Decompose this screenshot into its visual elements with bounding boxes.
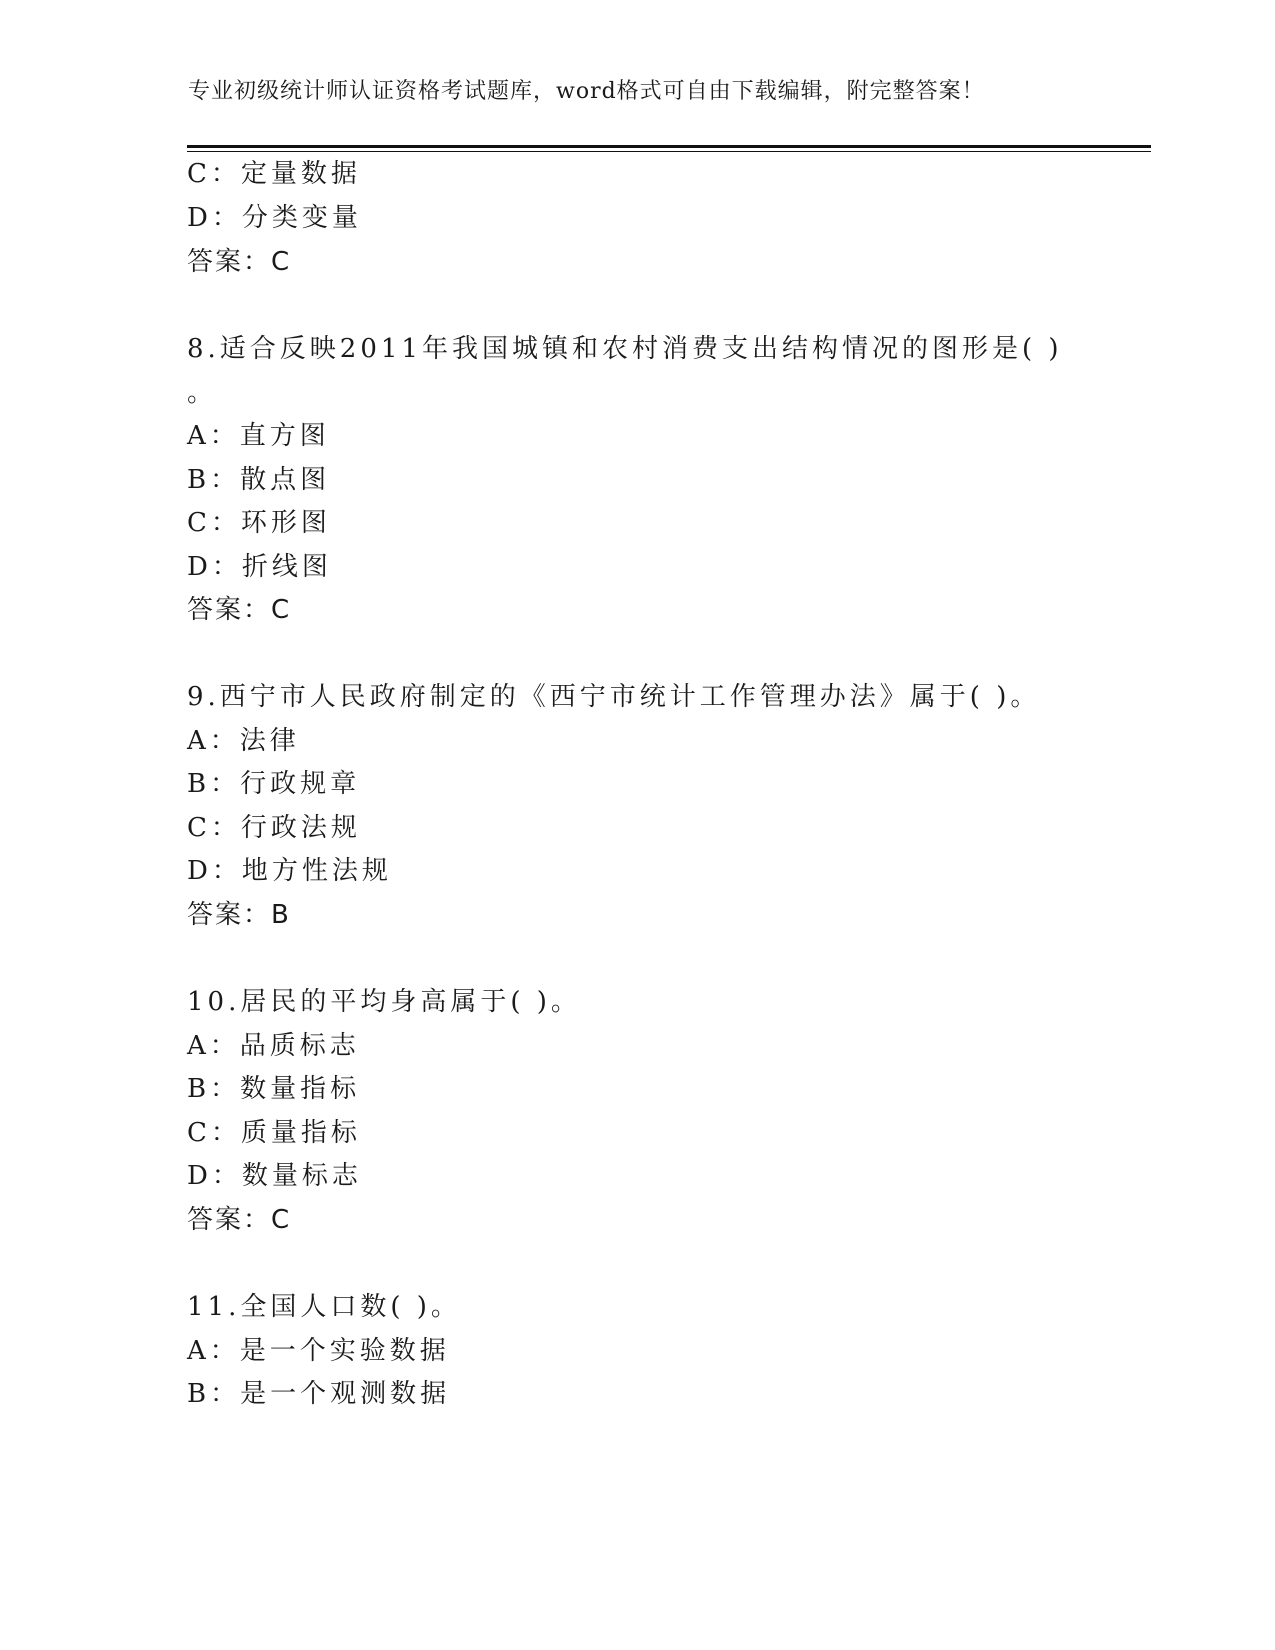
option-c: C：定量数据 xyxy=(187,159,361,189)
option-d: D：折线图 xyxy=(187,552,332,582)
header-divider-thick xyxy=(187,145,1151,148)
answer-line: 答案：C xyxy=(187,247,292,277)
page-header: 专业初级统计师认证资格考试题库，word格式可自由下载编辑，附完整答案！ xyxy=(188,79,985,104)
answer-line: 答案：C xyxy=(187,1205,292,1235)
answer-line: 答案：B xyxy=(187,900,291,930)
option-b: B：是一个观测数据 xyxy=(187,1379,451,1409)
option-d: D：分类变量 xyxy=(187,203,362,233)
question-10-stem: 10.居民的平均身高属于( )。 xyxy=(187,987,581,1017)
option-d: D：地方性法规 xyxy=(187,856,392,886)
option-c: C：质量指标 xyxy=(187,1118,361,1148)
option-c: C：环形图 xyxy=(187,508,331,538)
option-d: D：数量标志 xyxy=(187,1161,362,1191)
header-divider-thin xyxy=(187,151,1151,152)
option-a: A：直方图 xyxy=(187,421,330,451)
option-b: B：散点图 xyxy=(187,465,331,495)
answer-line: 答案：C xyxy=(187,595,292,625)
option-c: C：行政法规 xyxy=(187,813,361,843)
option-a: A：法律 xyxy=(187,726,300,756)
option-b: B：行政规章 xyxy=(187,769,361,799)
option-a: A：品质标志 xyxy=(187,1031,360,1061)
option-b: B：数量指标 xyxy=(187,1074,361,1104)
question-8-stem: 8.适合反映2011年我国城镇和农村消费支出结构情况的图形是( ) xyxy=(187,334,1063,364)
question-9-stem: 9.西宁市人民政府制定的《西宁市统计工作管理办法》属于( )。 xyxy=(187,682,1041,712)
option-a: A：是一个实验数据 xyxy=(187,1336,450,1366)
question-11-stem: 11.全国人口数( )。 xyxy=(187,1292,461,1322)
question-8-stem-continuation: 。 xyxy=(187,378,218,408)
